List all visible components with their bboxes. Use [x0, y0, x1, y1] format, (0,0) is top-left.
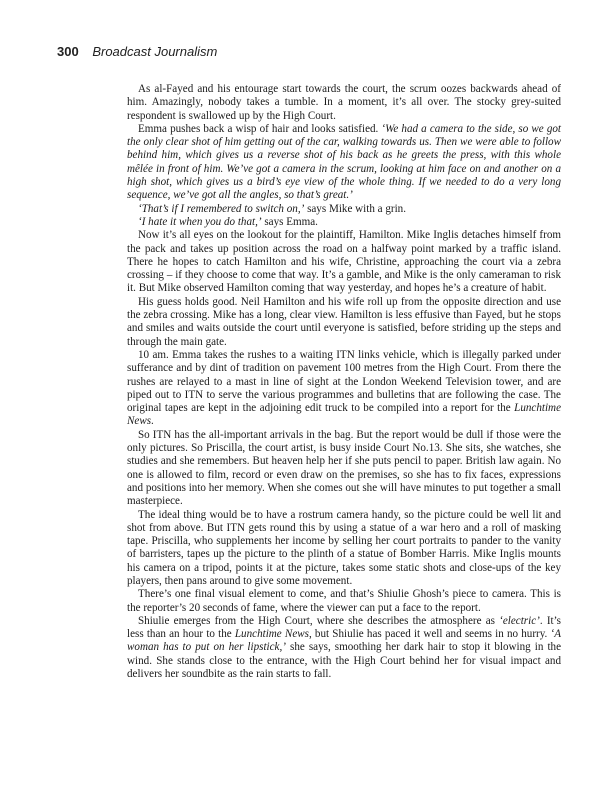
paragraph — [127, 588, 561, 615]
italic-text: ‘We had a camera to the side, so we got the only clear shot of him getting out of the car, walking towards us. Then we were able to follow behind him, which gives us a reverse shot of his back as he greets the press, with this whole mêlée in front of him. We’ve got a camera in the scrum, looking at him face on and another on a high shot, which gives us a bird’s eye view of the whole thing. If we needed to do a very long sequence, we’ve got all the angles, so that’s great.’ — [127, 122, 561, 202]
italic-text: ‘That’s if I remembered to switch on,’ — [138, 202, 305, 215]
running-header — [57, 44, 217, 59]
text-run: 10 am. Emma takes the rushes to a waiting ITN links vehicle, which is illegally parked under sufferance and by dint of tradition on pavement 100 metres from the High Court. From there the rushes are relayed to a mast in line of sight at the London Weekend Television tower, and are piped out to ITN to serve the various programmes and bulletins that are following the case. The original tapes are kept in the adjoining edit truck to be compiled into a report for the — [127, 348, 561, 415]
italic-text: ‘A woman has to put on her lipstick,’ — [127, 628, 561, 654]
text-run: So ITN has the all-important arrivals in the bag. But the report would be dull if those were the only pictures. So Priscilla, the court artist, is busy inside Court No.13. She sits, she watches, she studies and she remembers. But heaven help her if she puts pencil to paper. British law again. No one is allowed to film, record or even draw on the premises, so she has to fix faces, expressions and positions into her memory. When she comes out she will have minutes to put together a small masterpiece. — [127, 428, 561, 508]
text-run: . It’s less than an hour to the — [127, 614, 561, 641]
paragraph — [127, 216, 561, 229]
text-run: There’s one final visual element to come, and that’s Shiulie Ghosh’s piece to camera. This is the reporter’s 20 seconds of fame, where the viewer can put a face to the report. — [127, 588, 561, 614]
italic-text: Lunchtime News — [234, 628, 309, 641]
text-run: , but Shiulie has paced it well and seems in no hurry. — [308, 628, 551, 641]
text-run: His guess holds good. Neil Hamilton and his wife roll up from the opposite direction and use the zebra crossing. Mike has a long, clear view. Hamilton is less effusive than Fayed, but he stops and smiles and waits outside the court until everyone is satisfied, before striding up the steps and through the main gate. — [127, 295, 561, 348]
italic-text: ‘I hate it when you do that,’ — [138, 215, 262, 228]
paragraph — [127, 349, 561, 429]
paragraph — [127, 296, 561, 349]
text-run: Emma pushes back a wisp of hair and looks satisfied. — [138, 122, 382, 135]
text-run: . — [151, 415, 154, 428]
text-run: says Emma. — [261, 215, 318, 228]
running-title: Broadcast Journalism — [92, 44, 218, 59]
paragraph — [127, 509, 561, 589]
italic-text: Lunchtime News — [127, 402, 561, 428]
text-run: she says, smoothing her dark hair to stop it blowing in the wind. She stands close to the entrance, with the High Court behind her for visual impact and delivers her soundbite as the rain starts to fall. — [127, 641, 561, 681]
paragraph — [127, 229, 561, 295]
text-run: Now it’s all eyes on the lookout for the plaintiff, Hamilton. Mike Inglis detaches himself from the pack and takes up position across the road on a halfway point marked by a traffic island. There he hopes to catch Hamilton and his wife, Christine, approaching the court via a zebra crossing – if they choose to come that way. It’s a gamble, and Mike is the only cameraman to risk it. But Mike observed Hamilton coming that way yesterday, and hopes he’s a creature of habit. — [127, 229, 561, 295]
paragraph — [127, 123, 561, 203]
italic-text: ‘electric’ — [499, 614, 540, 627]
paragraph — [127, 83, 561, 123]
text-run: says Mike with a grin. — [304, 202, 406, 215]
body-text — [127, 83, 561, 681]
paragraph — [127, 203, 561, 216]
text-run: As al-Fayed and his entourage start towards the court, the scrum oozes backwards ahead of him. Amazingly, nobody takes a tumble. In a moment, it’s all over. The stocky grey-suited respondent is swallowed up by the High Court. — [127, 83, 561, 122]
paragraph — [127, 429, 561, 509]
text-run: Shiulie emerges from the High Court, where she describes the atmosphere as — [138, 614, 500, 627]
text-run: The ideal thing would be to have a rostrum camera handy, so the picture could be well lit and shot from above. But ITN gets round this by using a statue of a war hero and a roll of masking tape. Priscilla, who supplements her income by selling her court portraits to pander to the vanity of barristers, tapes up the picture to the plinth of a statue of Bomber Harris. Mike Inglis mounts his camera on a tripod, points it at the picture, takes some static shots and close-ups of the key players, then pans around to give some movement. — [127, 508, 561, 587]
paragraph — [127, 615, 561, 681]
page-number: 300 — [57, 44, 79, 59]
